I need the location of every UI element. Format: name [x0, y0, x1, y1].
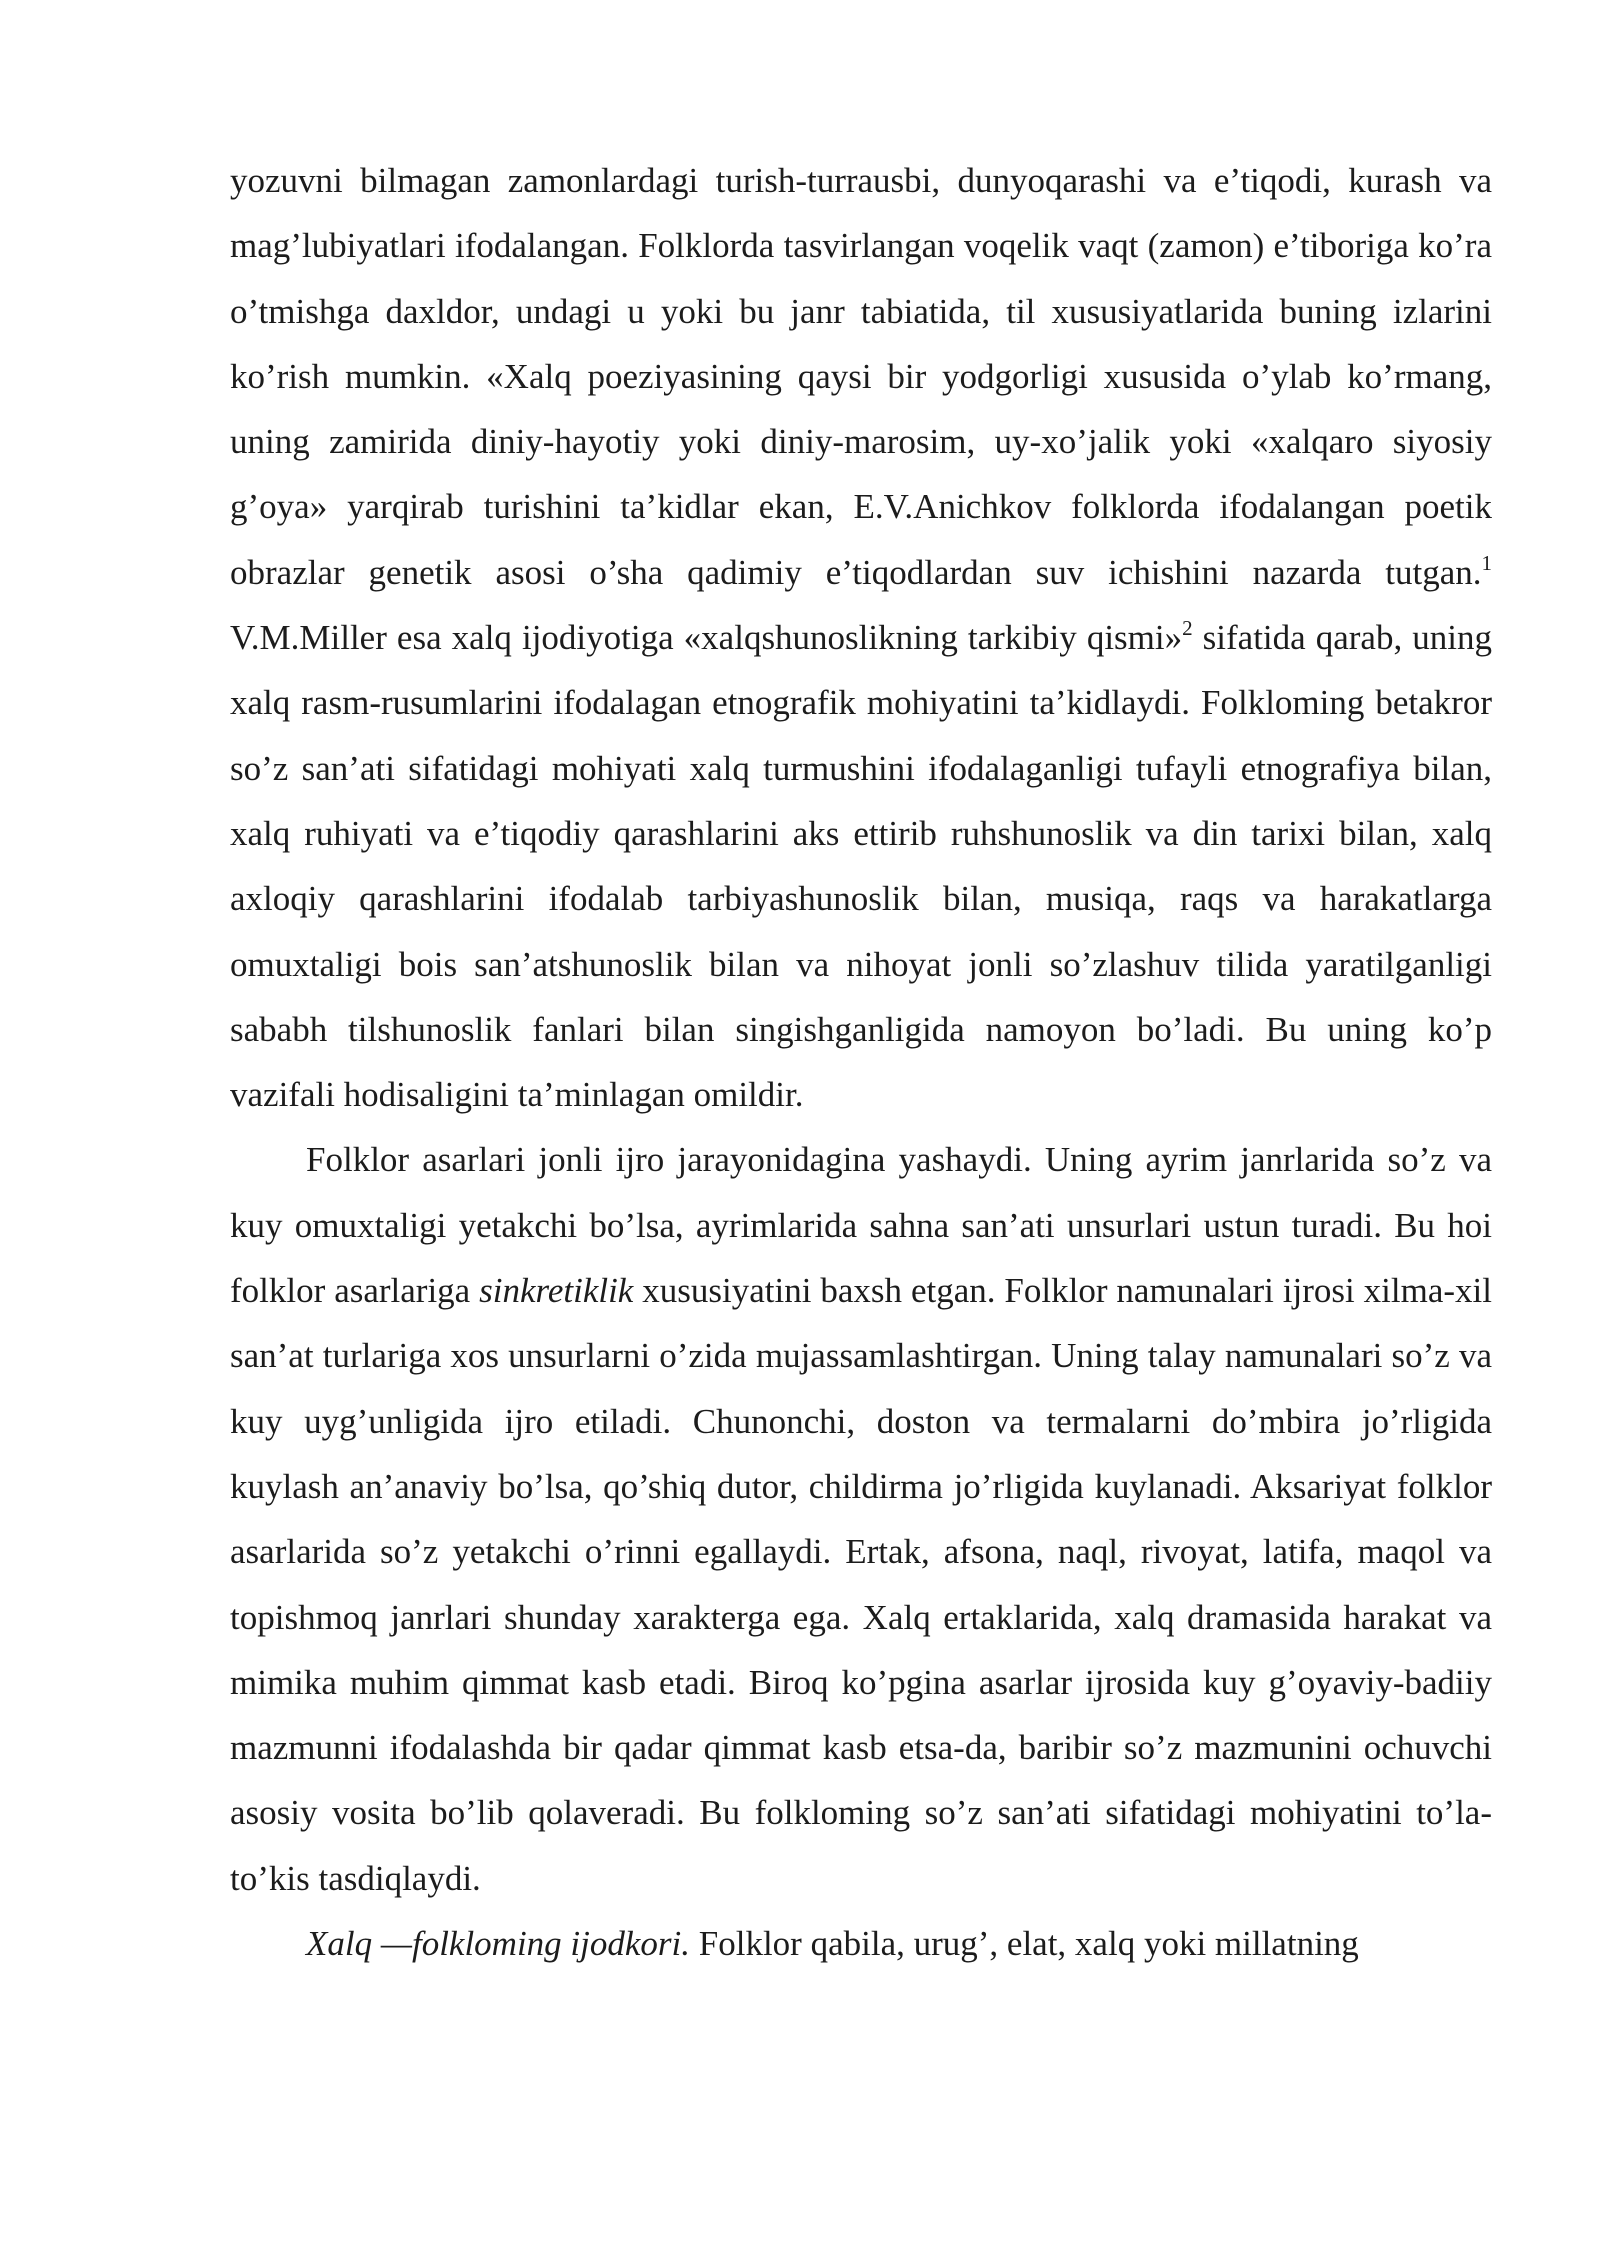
paragraph-2-text-1: Folklor asarlari jonli ijro jarayonidagina yashaydi. Uning ayrim janrlarida so’z va kuy omuxtaligi yetakchi bo’lsa, ayrimlarida sahna san’ati unsurlari ustun turadi. Bu hoi folklor asarlariga — [230, 1140, 1492, 1311]
footnote-ref-1: 1 — [1481, 550, 1492, 575]
paragraph-3-text-1: Folklor qabila, urug’, elat, xalq yoki millatning — [690, 1924, 1359, 1964]
paragraph-1 — [230, 148, 1492, 1127]
paragraph-1-text-1: yozuvni bilmagan zamonlardagi turish-turrausbi, dunyoqarashi va e’tiqodi, kurash va mag’lubiyatlari ifodalangan. Folklorda tasvirlangan voqelik vaqt (zamon) e’tiboriga ko’ra o’tmishga daxldor, undagi u yoki bu janr tabiatida, til xususiyatlarida buning izlarini ko’rish mumkin. «Xalq poeziyasining qaysi bir yodgorligi xususida o’ylab ko’rmang, uning zamirida diniy-hayotiy yoki diniy-marosim, uy-xo’jalik yoki «xalqaro siyosiy g’oya» yarqirab turishini ta’kidlar ekan, E.V.Anichkov folklorda ifodalangan poetik obrazlar genetik asosi o’sha qadimiy e’tiqodlardan suv ichishini nazarda tutgan. — [230, 161, 1492, 592]
emphasis-term: sinkretiklik — [479, 1271, 634, 1311]
document-page — [230, 148, 1492, 1976]
paragraph-1-text-2: V.M.Miller esa xalq ijodiyotiga «xalqshunoslikning tarkibiy qismi» — [230, 618, 1183, 658]
paragraph-2 — [230, 1127, 1492, 1911]
section-heading-inline: Xalq —folkloming ijodkori. — [306, 1924, 691, 1964]
paragraph-1-text-3: sifatida qarab, uning xalq rasm-rusumlarini ifodalagan etnografik mohiyatini ta’kidlaydi. Folkloming betakror so’z san’ati sifatidagi mohiyati xalq turmushini ifodalaganligi tufayli etnografiya bilan, xalq ruhiyati va e’tiqodiy qarashlarini aks ettirib ruhshunoslik va din tarixi bilan, xalq axloqiy qarashlarini ifodalab tarbiyashunoslik bilan, musiqa, raqs va harakatlarga omuxtaligi bois san’atshunoslik bilan va nihoyat jonli so’zlashuv tilida yaratilganligi sababh tilshunoslik fanlari bilan singishganligida namoyon bo’ladi. Bu uning ko’p vazifali hodisaligini ta’minlagan omildir. — [230, 618, 1492, 1115]
footnote-ref-2: 2 — [1182, 616, 1193, 641]
paragraph-2-text-2: xususiyatini baxsh etgan. Folklor namunalari ijrosi xilma-xil san’at turlariga xos unsurlarni o’zida mujassamlashtirgan. Uning talay namunalari so’z va kuy uyg’unligida ijro etiladi. Chunonchi, doston va termalarni do’mbira jo’rligida kuylash an’anaviy bo’lsa, qo’shiq dutor, childirma jo’rligida kuylanadi. Aksariyat folklor asarlarida so’z yetakchi o’rinni egallaydi. Ertak, afsona, naql, rivoyat, latifa, maqol va topishmoq janrlari shunday xarakterga ega. Xalq ertaklarida, xalq dramasida harakat va mimika muhim qimmat kasb etadi. Biroq ko’pgina asarlar ijrosida kuy g’oyaviy-badiiy mazmunni ifodalashda bir qadar qimmat kasb etsa-da, baribir so’z mazmunini ochuvchi asosiy vosita bo’lib qolaveradi. Bu folkloming so’z san’ati sifatidagi mohiyatini to’la-to’kis tasdiqlaydi. — [230, 1271, 1492, 1898]
paragraph-3 — [230, 1911, 1492, 1976]
